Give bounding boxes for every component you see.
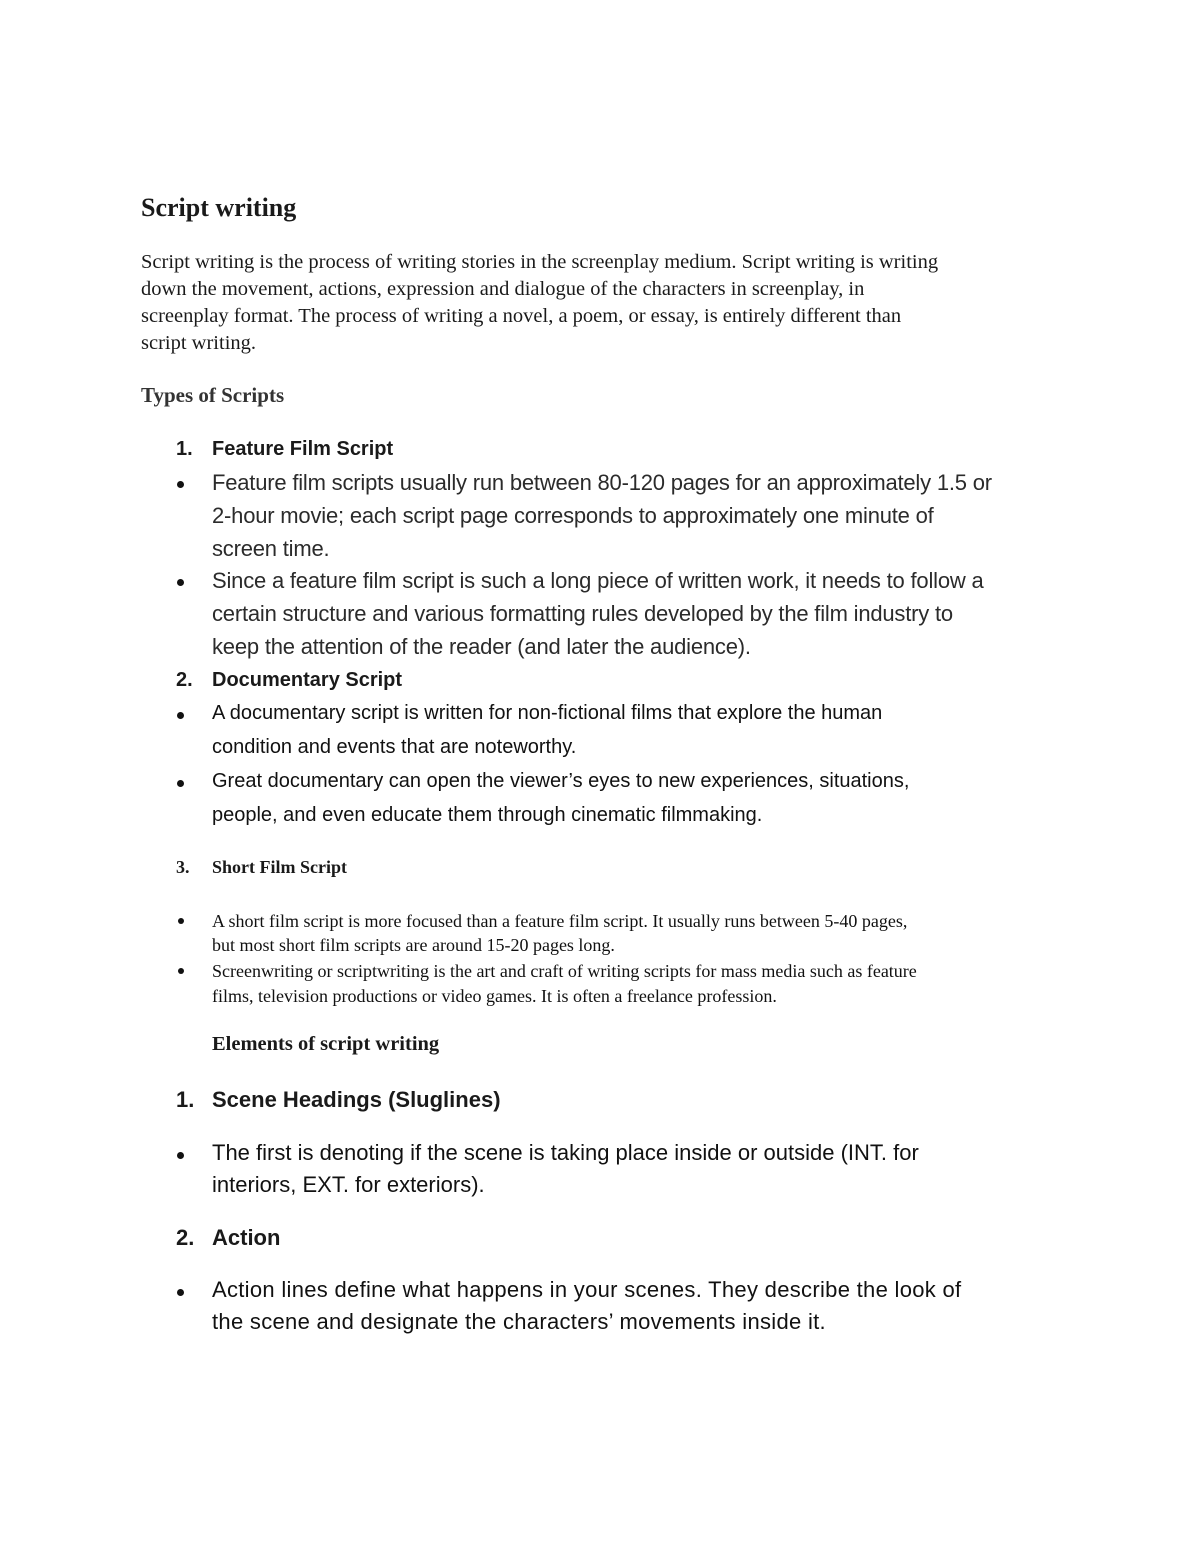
bullet-icon xyxy=(177,712,184,719)
types-heading: Types of Scripts xyxy=(141,383,285,407)
bullet-line: the scene and designate the characters’ movements inside it. xyxy=(212,1309,826,1334)
bullet-line: condition and events that are noteworthy. xyxy=(212,736,577,758)
intro-line: screenplay format. The process of writing a novel, a poem, or essay, is entirely different than xyxy=(141,305,902,327)
bullet-line: people, and even educate them through cinematic filmmaking. xyxy=(212,804,763,826)
list-number: 2. xyxy=(176,1225,195,1250)
bullet-line: keep the attention of the reader (and later the audience). xyxy=(212,634,751,659)
short-heading: Short Film Script xyxy=(212,857,347,877)
bullet-line: Action lines define what happens in your scenes. They describe the look of xyxy=(212,1277,962,1302)
bullet-icon xyxy=(177,1289,184,1296)
bullet-line: A short film script is more focused than a feature film script. It usually runs between 5-40 pages, xyxy=(212,911,908,931)
action-heading: Action xyxy=(212,1225,281,1250)
scene-headings-heading: Scene Headings (Sluglines) xyxy=(212,1087,501,1112)
bullet-line: interiors, EXT. for exteriors). xyxy=(212,1172,485,1197)
bullet-line: Since a feature film script is such a long piece of written work, it needs to follow a xyxy=(212,568,984,593)
bullet-icon xyxy=(177,1152,184,1159)
intro-line: Script writing is the process of writing stories in the screenplay medium. Script writing is writing xyxy=(141,251,939,273)
bullet-icon xyxy=(177,780,184,787)
intro-line: down the movement, actions, expression and dialogue of the characters in screenplay, in xyxy=(141,278,865,300)
bullet-line: Feature film scripts usually run between 80-120 pages for an approximately 1.5 or xyxy=(212,470,992,495)
list-number: 1. xyxy=(176,1087,195,1112)
bullet-icon xyxy=(177,579,184,586)
bullet-icon xyxy=(177,481,184,488)
page-title: Script writing xyxy=(141,193,297,222)
bullet-line: films, television productions or video games. It is often a freelance profession. xyxy=(212,986,777,1006)
bullet-line: The first is denoting if the scene is taking place inside or outside (INT. for xyxy=(212,1140,919,1165)
bullet-line: certain structure and various formatting rules developed by the film industry to xyxy=(212,601,953,626)
list-number: 2. xyxy=(176,669,193,691)
feature-heading: Feature Film Script xyxy=(212,438,394,460)
elements-heading: Elements of script writing xyxy=(212,1033,440,1055)
bullet-icon xyxy=(178,918,184,924)
bullet-line: Great documentary can open the viewer’s eyes to new experiences, situations, xyxy=(212,770,910,792)
intro-line: script writing. xyxy=(141,332,257,354)
bullet-line: screen time. xyxy=(212,536,330,561)
list-number: 3. xyxy=(176,857,190,877)
documentary-heading: Documentary Script xyxy=(212,669,403,691)
bullet-line: 2-hour movie; each script page corresponds to approximately one minute of xyxy=(212,503,934,528)
bullet-line: but most short film scripts are around 15-20 pages long. xyxy=(212,935,615,955)
list-number: 1. xyxy=(176,438,193,460)
bullet-line: Screenwriting or scriptwriting is the art and craft of writing scripts for mass media such as feature xyxy=(212,961,917,981)
bullet-icon xyxy=(178,968,184,974)
bullet-line: A documentary script is written for non-fictional films that explore the human xyxy=(212,702,883,724)
